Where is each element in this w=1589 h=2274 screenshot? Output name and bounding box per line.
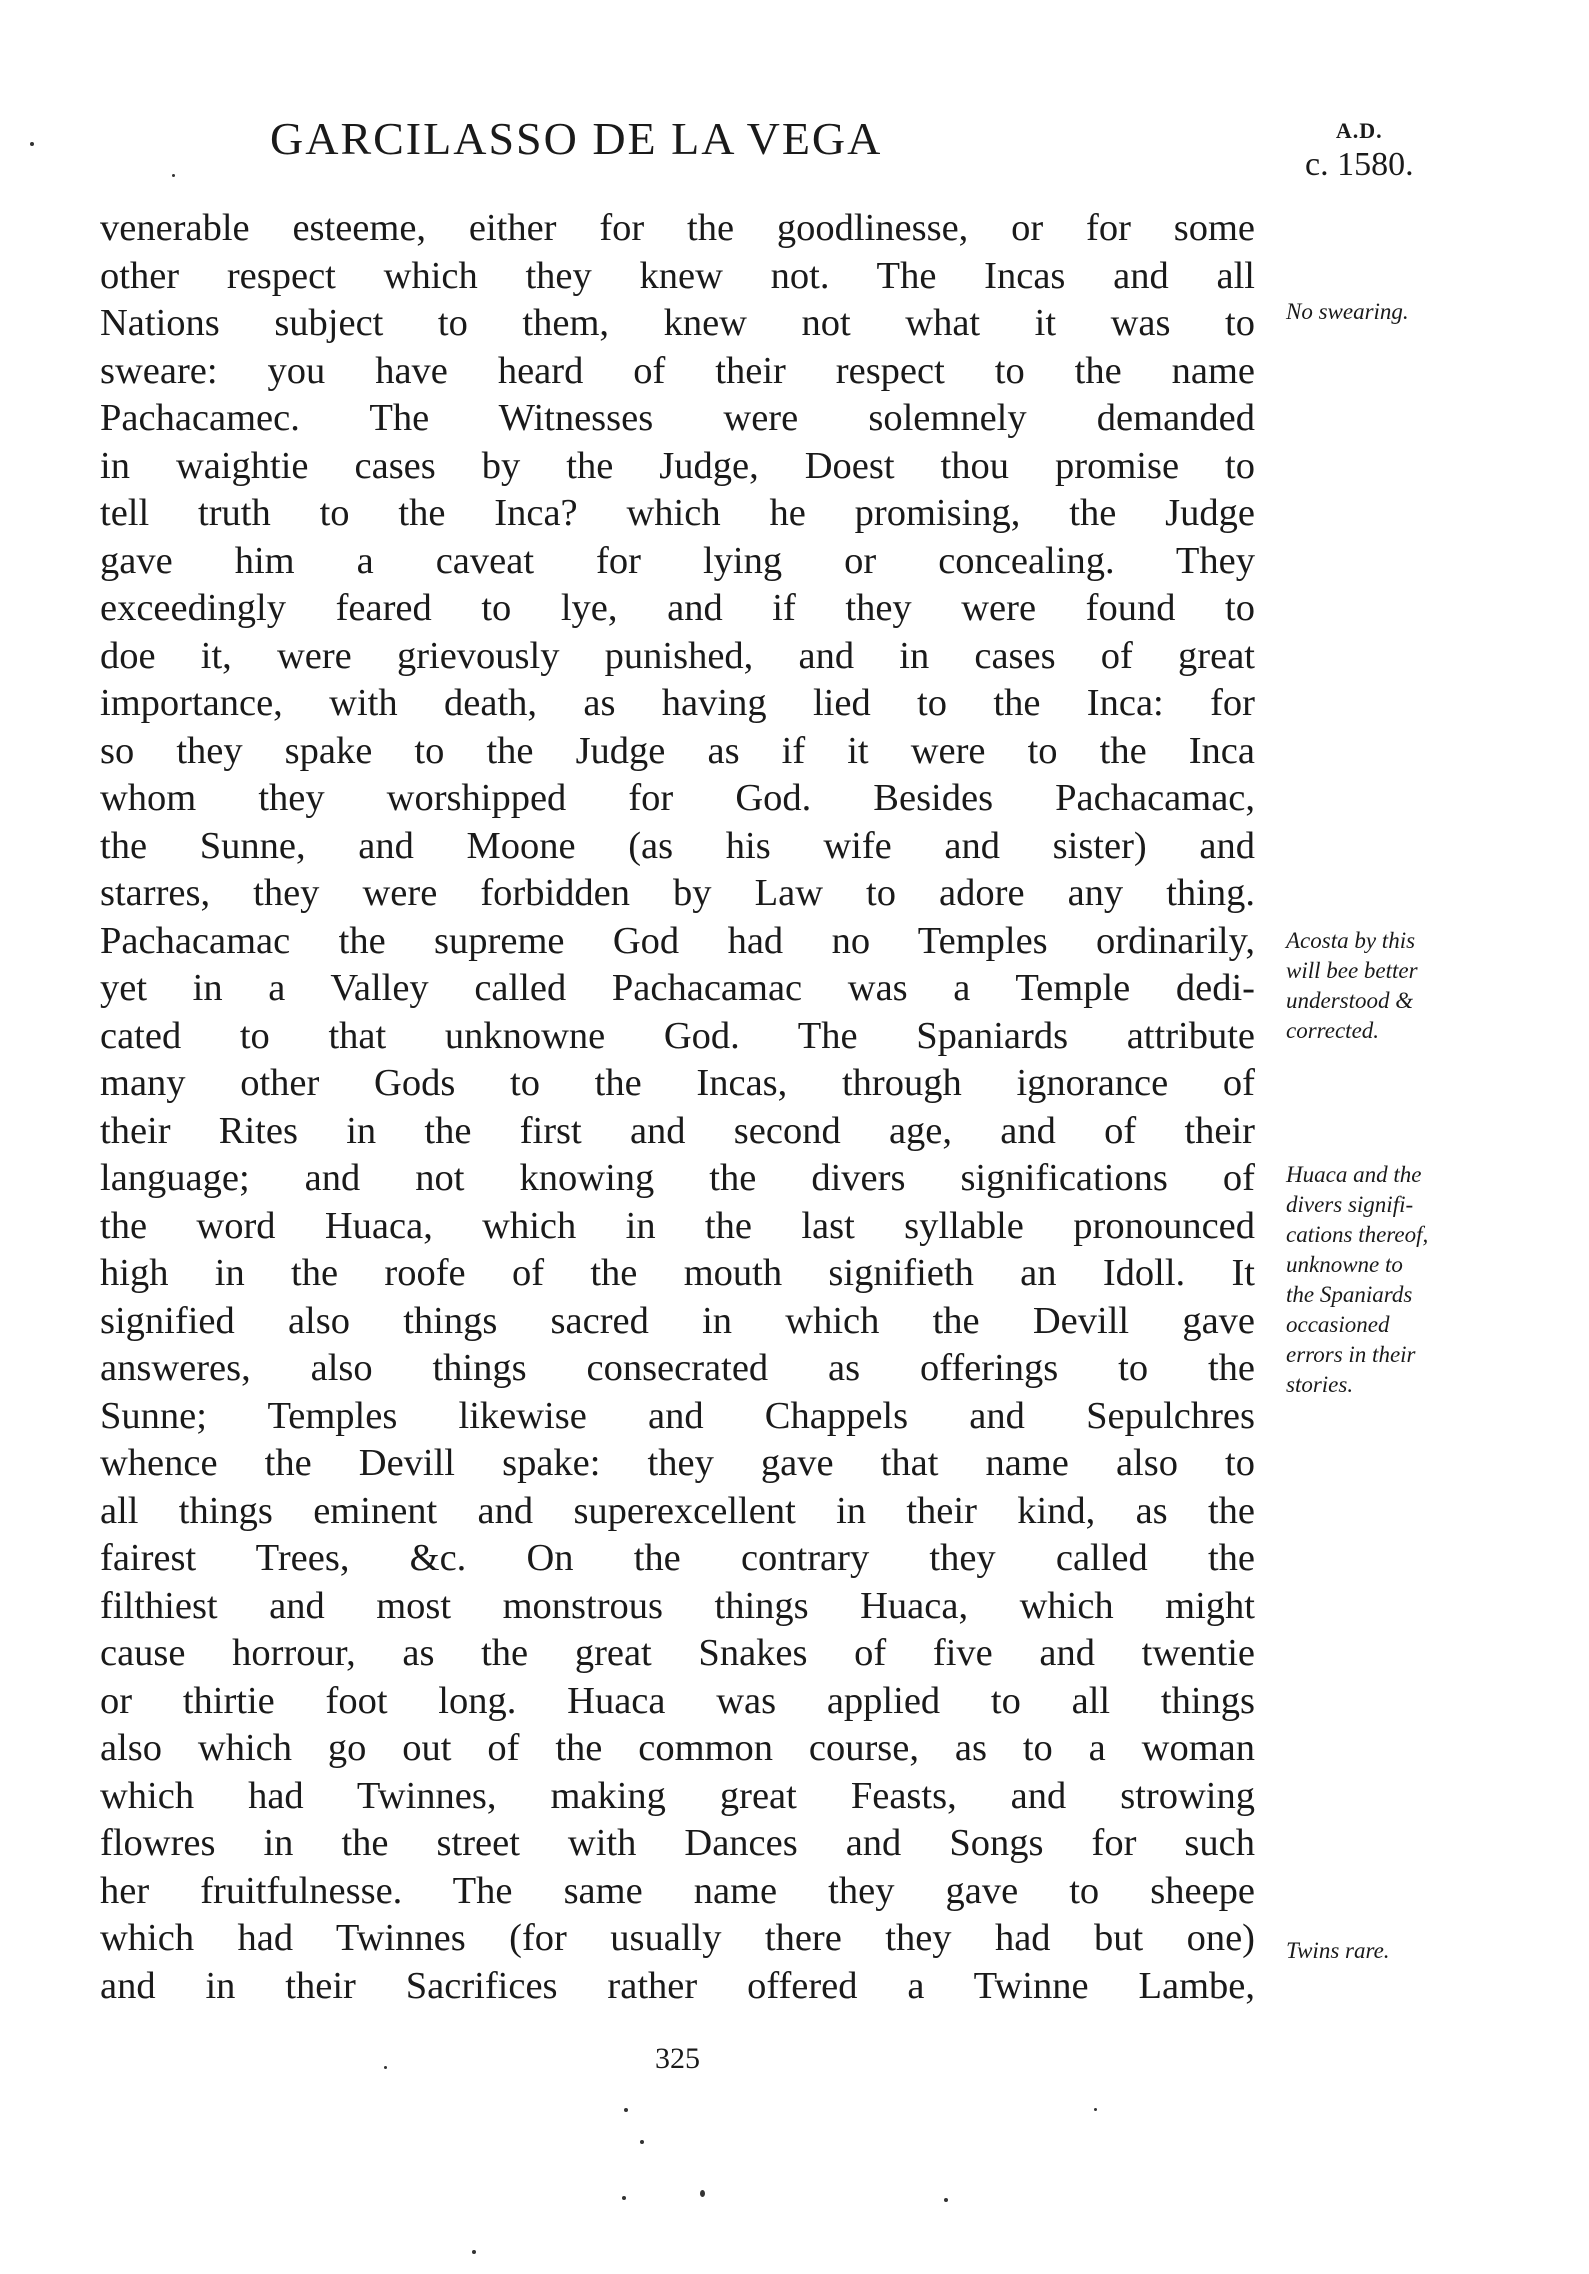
margin-note-huaca — [1286, 1160, 1466, 1400]
text-line: starres, they were forbidden by Law to adore any thing. — [100, 872, 1255, 914]
text-line: which had Twinnes (for usually there they had but one) — [100, 1917, 1255, 1959]
text-line: Nations subject to them, knew not what it was to — [100, 302, 1255, 344]
note-line: occasioned — [1286, 1312, 1390, 1337]
text-line: answeres, also things consecrated as offerings to the — [100, 1347, 1255, 1389]
note-line: the Spaniards — [1286, 1282, 1413, 1307]
text-line: in waightie cases by the Judge, Doest thou promise to — [100, 444, 1255, 487]
note-line: understood & — [1286, 988, 1414, 1013]
note-line: cations thereof, — [1286, 1222, 1429, 1247]
text-line: doe it, were grievously punished, and in cases of great — [100, 634, 1255, 677]
note-line: Acosta by this — [1286, 928, 1416, 953]
text-line: the Sunne, and Moone (as his wife and sister) and — [100, 824, 1255, 867]
text-line: flowres in the street with Dances and Songs for such — [100, 1822, 1255, 1864]
text-line: cated to that unknowne God. The Spaniards attribute — [100, 1014, 1255, 1057]
text-line: many other Gods to the Incas, through ignorance of — [100, 1062, 1255, 1104]
margin-note-no-swearing — [1286, 297, 1466, 327]
text-line: Sunne; Temples likewise and Chappels and Sepulchres — [100, 1394, 1255, 1437]
scan-speck — [30, 142, 34, 146]
text-line: so they spake to the Judge as if it were to the Inca — [100, 729, 1255, 772]
text-line: the word Huaca, which in the last syllable pronounced — [100, 1204, 1255, 1247]
text-line: which had Twinnes, making great Feasts, and strowing — [100, 1774, 1255, 1817]
text-line: all things eminent and superexcellent in their kind, as the — [100, 1489, 1255, 1532]
note-line: No swearing. — [1286, 299, 1409, 324]
scan-speck — [700, 2190, 705, 2197]
scan-speck — [622, 2196, 626, 2200]
text-line: sweare: you have heard of their respect to the name — [100, 349, 1255, 392]
body-text — [100, 205, 1255, 2010]
text-line: high in the roofe of the mouth signifieth an Idoll. It — [100, 1252, 1255, 1294]
scan-speck — [472, 2250, 476, 2254]
text-line: also which go out of the common course, as to a woman — [100, 1727, 1255, 1769]
scan-speck — [944, 2198, 948, 2202]
text-line: yet in a Valley called Pachacamac was a Temple dedi- — [100, 967, 1255, 1009]
page-number: 325 — [655, 2042, 700, 2075]
note-line: Huaca and the — [1286, 1162, 1422, 1187]
text-line: filthiest and most monstrous things Huaca, which might — [100, 1584, 1255, 1627]
note-line: stories. — [1286, 1372, 1354, 1397]
scan-speck — [172, 174, 175, 177]
text-line: their Rites in the first and second age, and of their — [100, 1109, 1255, 1152]
margin-note-twins — [1286, 1936, 1466, 1966]
text-line: whence the Devill spake: they gave that name also to — [100, 1442, 1255, 1484]
note-line: errors in their — [1286, 1342, 1416, 1367]
scan-speck — [384, 2066, 387, 2069]
text-line: tell truth to the Inca? which he promising, the Judge — [100, 492, 1255, 534]
text-line: fairest Trees, &c. On the contrary they called the — [100, 1537, 1255, 1579]
running-title: GARCILASSO DE LA VEGA — [270, 113, 883, 164]
text-line: or thirtie foot long. Huaca was applied to all things — [100, 1679, 1255, 1722]
text-line: whom they worshipped for God. Besides Pachacamac, — [100, 777, 1255, 819]
scan-speck — [640, 2140, 644, 2144]
note-line: unknowne to — [1286, 1252, 1403, 1277]
text-line: and in their Sacrifices rather offered a Twinne Lambe, — [100, 1964, 1255, 2007]
text-line: other respect which they knew not. The Incas and all — [100, 254, 1255, 297]
era-label: A.D. — [1335, 118, 1383, 143]
margin-note-acosta — [1286, 926, 1466, 1046]
text-line: language; and not knowing the divers significations of — [100, 1157, 1255, 1199]
text-line: Pachacamac the supreme God had no Temples ordinarily, — [100, 919, 1255, 962]
text-line: cause horrour, as the great Snakes of five and twentie — [100, 1632, 1255, 1674]
year-label: c. 1580. — [1305, 146, 1414, 183]
note-line: Twins rare. — [1286, 1938, 1390, 1963]
scan-speck — [1094, 2108, 1097, 2111]
note-line: corrected. — [1286, 1018, 1380, 1043]
date-marker — [1305, 118, 1414, 184]
text-line: her fruitfulnesse. The same name they gave to sheepe — [100, 1869, 1255, 1912]
text-line: importance, with death, as having lied to the Inca: for — [100, 682, 1255, 724]
scan-speck — [624, 2108, 628, 2112]
text-line: exceedingly feared to lye, and if they were found to — [100, 587, 1255, 629]
text-line: signified also things sacred in which the Devill gave — [100, 1299, 1255, 1342]
text-line: Pachacamec. The Witnesses were solemnely demanded — [100, 397, 1255, 439]
text-line: venerable esteeme, either for the goodlinesse, or for some — [100, 207, 1255, 249]
note-line: divers signifi- — [1286, 1192, 1414, 1217]
note-line: will bee better — [1286, 958, 1418, 983]
text-line: gave him a caveat for lying or concealing. They — [100, 539, 1255, 582]
